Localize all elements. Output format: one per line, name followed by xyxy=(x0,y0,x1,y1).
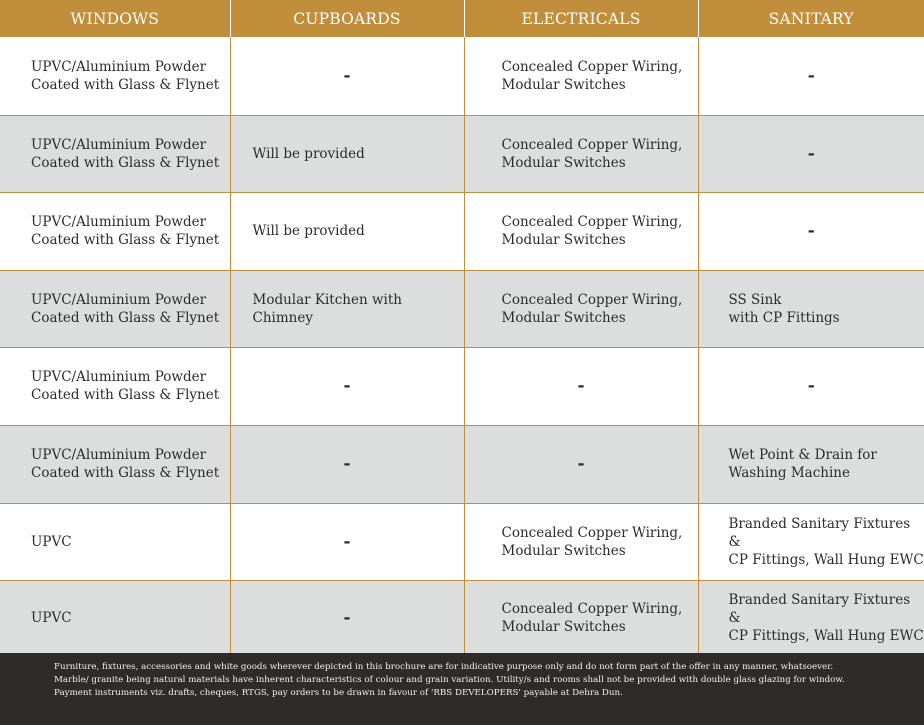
cell-windows xyxy=(0,37,230,115)
cell-cupboards xyxy=(230,37,464,115)
cell-text-line: - xyxy=(343,607,351,628)
cell-text-line: Concealed Copper Wiring, xyxy=(501,58,683,75)
cell-text-line: Coated with Glass & Flynet xyxy=(31,387,220,403)
cell-text-line: Concealed Copper Wiring, xyxy=(501,600,683,617)
cell-text-line: Modular Switches xyxy=(501,154,626,171)
cell-sanitary xyxy=(698,115,924,192)
cell-sanitary xyxy=(698,37,924,115)
cell-text-line: Coated with Glass & Flynet xyxy=(31,309,220,326)
cell-text-line: - xyxy=(343,531,351,552)
disclaimer-line: Furniture, fixtures, accessories and white goods wherever depicted in this brochure are for indicative purpose only and do not form part of the offer in any manner, whatsoever. xyxy=(54,662,834,672)
cell-windows xyxy=(0,503,230,580)
cell-cupboards xyxy=(230,115,464,192)
cell-electricals xyxy=(464,37,698,115)
cell-windows xyxy=(0,425,230,503)
cell-text-line: UPVC xyxy=(31,533,72,550)
cell-text-line: - xyxy=(807,376,815,396)
cell-text-line: Will be provided xyxy=(252,223,365,239)
disclaimer-line: Marble/ granite being natural materials have inherent characteristics of colour and grain variation. Utility/s and rooms shall not be provided with double glass glazing for window. xyxy=(54,675,845,685)
cell-electricals xyxy=(464,347,698,425)
cell-text-line: Coated with Glass & Flynet xyxy=(31,76,220,93)
table-row xyxy=(0,37,924,115)
cell-text-line: UPVC/Aluminium Powder xyxy=(31,447,207,463)
cell-electricals xyxy=(464,503,698,580)
cell-electricals xyxy=(464,425,698,503)
table-row xyxy=(0,347,924,425)
cell-sanitary xyxy=(698,347,924,425)
cell-sanitary xyxy=(698,270,924,347)
cell-cupboards xyxy=(230,580,464,655)
cell-text-line: Modular Switches xyxy=(501,618,626,635)
cell-text-line: Concealed Copper Wiring, xyxy=(501,291,683,308)
cell-text-line: Modular Kitchen with Chimney xyxy=(252,291,402,326)
cell-electricals xyxy=(464,580,698,655)
cell-text-line: - xyxy=(807,221,815,241)
cell-text-line: - xyxy=(343,376,351,396)
cell-text-line: - xyxy=(577,454,585,474)
cell-text-line: CP Fittings, Wall Hung EWC xyxy=(728,627,924,644)
cell-text-line: - xyxy=(807,65,815,86)
cell-text-line: SS Sink xyxy=(728,291,782,308)
cell-text-line: - xyxy=(807,143,815,164)
cell-text-line: UPVC/Aluminium Powder xyxy=(31,136,207,153)
table-header-row xyxy=(0,0,924,37)
cell-text-line: Wet Point & Drain for xyxy=(728,447,877,463)
cell-cupboards xyxy=(230,425,464,503)
cell-text-line: UPVC xyxy=(31,609,72,626)
cell-text-line: - xyxy=(577,376,585,396)
cell-windows xyxy=(0,580,230,655)
table-row xyxy=(0,270,924,347)
disclaimer-footer xyxy=(0,653,924,725)
cell-text-line: Branded Sanitary Fixtures & xyxy=(728,591,911,626)
cell-windows xyxy=(0,270,230,347)
cell-text-line: Coated with Glass & Flynet xyxy=(31,465,220,481)
cell-text-line: UPVC/Aluminium Powder xyxy=(31,291,207,308)
table-row xyxy=(0,503,924,580)
table-row xyxy=(0,425,924,503)
cell-text-line: with CP Fittings xyxy=(728,309,840,326)
cell-text-line: Washing Machine xyxy=(728,465,850,481)
table-body xyxy=(0,37,924,655)
cell-text-line: Modular Switches xyxy=(501,309,626,326)
cell-text-line: UPVC/Aluminium Powder xyxy=(31,369,207,385)
cell-electricals xyxy=(464,192,698,270)
cell-windows xyxy=(0,192,230,270)
header-electricals: ELECTRICALS xyxy=(464,0,698,37)
cell-cupboards xyxy=(230,503,464,580)
cell-text-line: Branded Sanitary Fixtures & xyxy=(728,515,911,550)
cell-cupboards xyxy=(230,270,464,347)
table-row xyxy=(0,580,924,655)
cell-text-line: Modular Switches xyxy=(501,542,626,559)
cell-text-line: Will be provided xyxy=(252,145,365,162)
cell-windows xyxy=(0,115,230,192)
cell-text-line: CP Fittings, Wall Hung EWC xyxy=(728,551,924,568)
cell-text-line: Coated with Glass & Flynet xyxy=(31,232,220,248)
cell-sanitary xyxy=(698,192,924,270)
cell-cupboards xyxy=(230,347,464,425)
cell-text-line: - xyxy=(343,65,351,86)
header-cupboards: CUPBOARDS xyxy=(230,0,464,37)
cell-sanitary xyxy=(698,503,924,580)
table-row xyxy=(0,115,924,192)
cell-text-line: UPVC/Aluminium Powder xyxy=(31,214,207,230)
cell-text-line: Modular Switches xyxy=(501,76,626,93)
cell-text-line: Coated with Glass & Flynet xyxy=(31,154,220,171)
table-row xyxy=(0,192,924,270)
cell-text-line: Concealed Copper Wiring, xyxy=(501,214,683,230)
cell-text-line: Modular Switches xyxy=(501,232,626,248)
cell-sanitary xyxy=(698,580,924,655)
disclaimer-line: Payment instruments viz. drafts, cheques, RTGS, pay orders to be drawn in favour of 'RBS DEVELOPERS' payable at Dehra Dun. xyxy=(54,688,623,698)
cell-text-line: UPVC/Aluminium Powder xyxy=(31,58,207,75)
cell-text-line: - xyxy=(343,454,351,474)
cell-electricals xyxy=(464,270,698,347)
cell-text-line: Concealed Copper Wiring, xyxy=(501,136,683,153)
cell-windows xyxy=(0,347,230,425)
cell-cupboards xyxy=(230,192,464,270)
cell-sanitary xyxy=(698,425,924,503)
cell-text-line: Concealed Copper Wiring, xyxy=(501,524,683,541)
cell-electricals xyxy=(464,115,698,192)
header-windows: WINDOWS xyxy=(0,0,230,37)
header-sanitary: SANITARY xyxy=(698,0,924,37)
